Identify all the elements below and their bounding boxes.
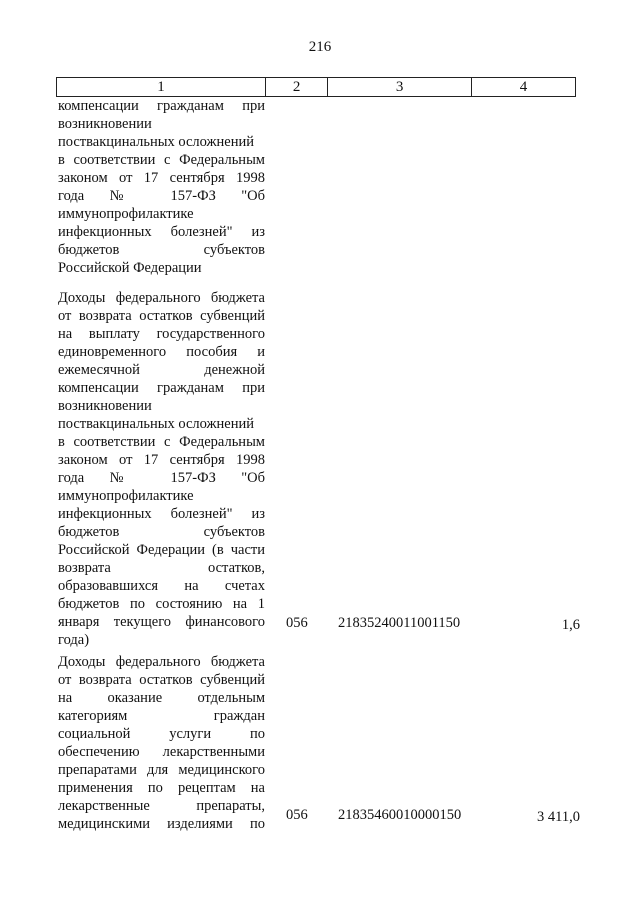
page-number: 216 (308, 39, 332, 55)
row2-description (58, 289, 265, 649)
text-line: на оказание отдельным (58, 690, 265, 706)
budget-class-code: 21835240011001150 (338, 615, 461, 631)
text-line: бюджетов субъектов (58, 242, 265, 258)
text-line: иммунопрофилактике (58, 488, 194, 504)
text-line: законом от 17 сентября 1998 (58, 452, 265, 468)
text-line: лекарственные препараты, (58, 798, 265, 814)
text-line: Доходы федерального бюджета (58, 654, 265, 670)
text-line: на выплату государственного (58, 326, 265, 342)
text-line: инфекционных болезней" из (58, 224, 265, 240)
text-line: образовавшихся на счетах (58, 578, 265, 594)
column-header-2: 2 (265, 78, 327, 97)
text-line: препаратами для медицинского (58, 762, 265, 778)
column-header-3: 3 (328, 78, 472, 97)
text-line: возникновении (58, 398, 152, 414)
text-line: Российской Федерации (в части (58, 542, 265, 558)
admin-code: 056 (286, 807, 308, 823)
text-line: года) (58, 632, 90, 648)
text-line: возникновении (58, 116, 152, 132)
text-line: января текущего финансового (58, 614, 265, 630)
text-line: компенсации гражданам при (58, 380, 265, 396)
text-line: от возврата остатков субвенций (58, 672, 265, 688)
column-header-4: 4 (471, 78, 575, 97)
text-line: ежемесячной денежной (58, 362, 265, 378)
text-line: поствакцинальных осложнений (58, 134, 255, 150)
text-line: компенсации гражданам при (58, 98, 265, 114)
text-line: бюджетов по состоянию на 1 (58, 596, 265, 612)
text-line: года № 157-ФЗ "Об (58, 470, 265, 486)
text-line: года № 157-ФЗ "Об (58, 188, 265, 204)
text-line: иммунопрофилактике (58, 206, 194, 222)
text-line: применения по рецептам на (58, 780, 265, 796)
text-line: поствакцинальных осложнений (58, 416, 255, 432)
text-line: медицинскими изделиями по (58, 816, 265, 832)
budget-class-code: 21835460010000150 (338, 807, 462, 823)
amount-value: 1,6 (561, 617, 580, 633)
row3-description (58, 653, 265, 833)
text-line: обеспечению лекарственными (58, 744, 265, 760)
amount-value: 3 411,0 (537, 809, 580, 825)
text-line: социальной услуги по (58, 726, 265, 742)
row1-description (58, 97, 265, 277)
text-line: возврата остатков, (58, 560, 265, 576)
text-line: в соответствии с Федеральным (58, 152, 265, 168)
text-line: Доходы федерального бюджета (58, 290, 265, 306)
text-line: бюджетов субъектов (58, 524, 265, 540)
admin-code: 056 (286, 615, 308, 631)
text-line: от возврата остатков субвенций (58, 308, 265, 324)
text-line: законом от 17 сентября 1998 (58, 170, 265, 186)
text-line: инфекционных болезней" из (58, 506, 265, 522)
text-line: Российской Федерации (58, 260, 202, 276)
text-line: в соответствии с Федеральным (58, 434, 265, 450)
column-header-1: 1 (57, 78, 266, 97)
text-line: категориям граждан (58, 708, 265, 724)
column-header-table (56, 77, 576, 97)
text-line: единовременного пособия и (58, 344, 265, 360)
